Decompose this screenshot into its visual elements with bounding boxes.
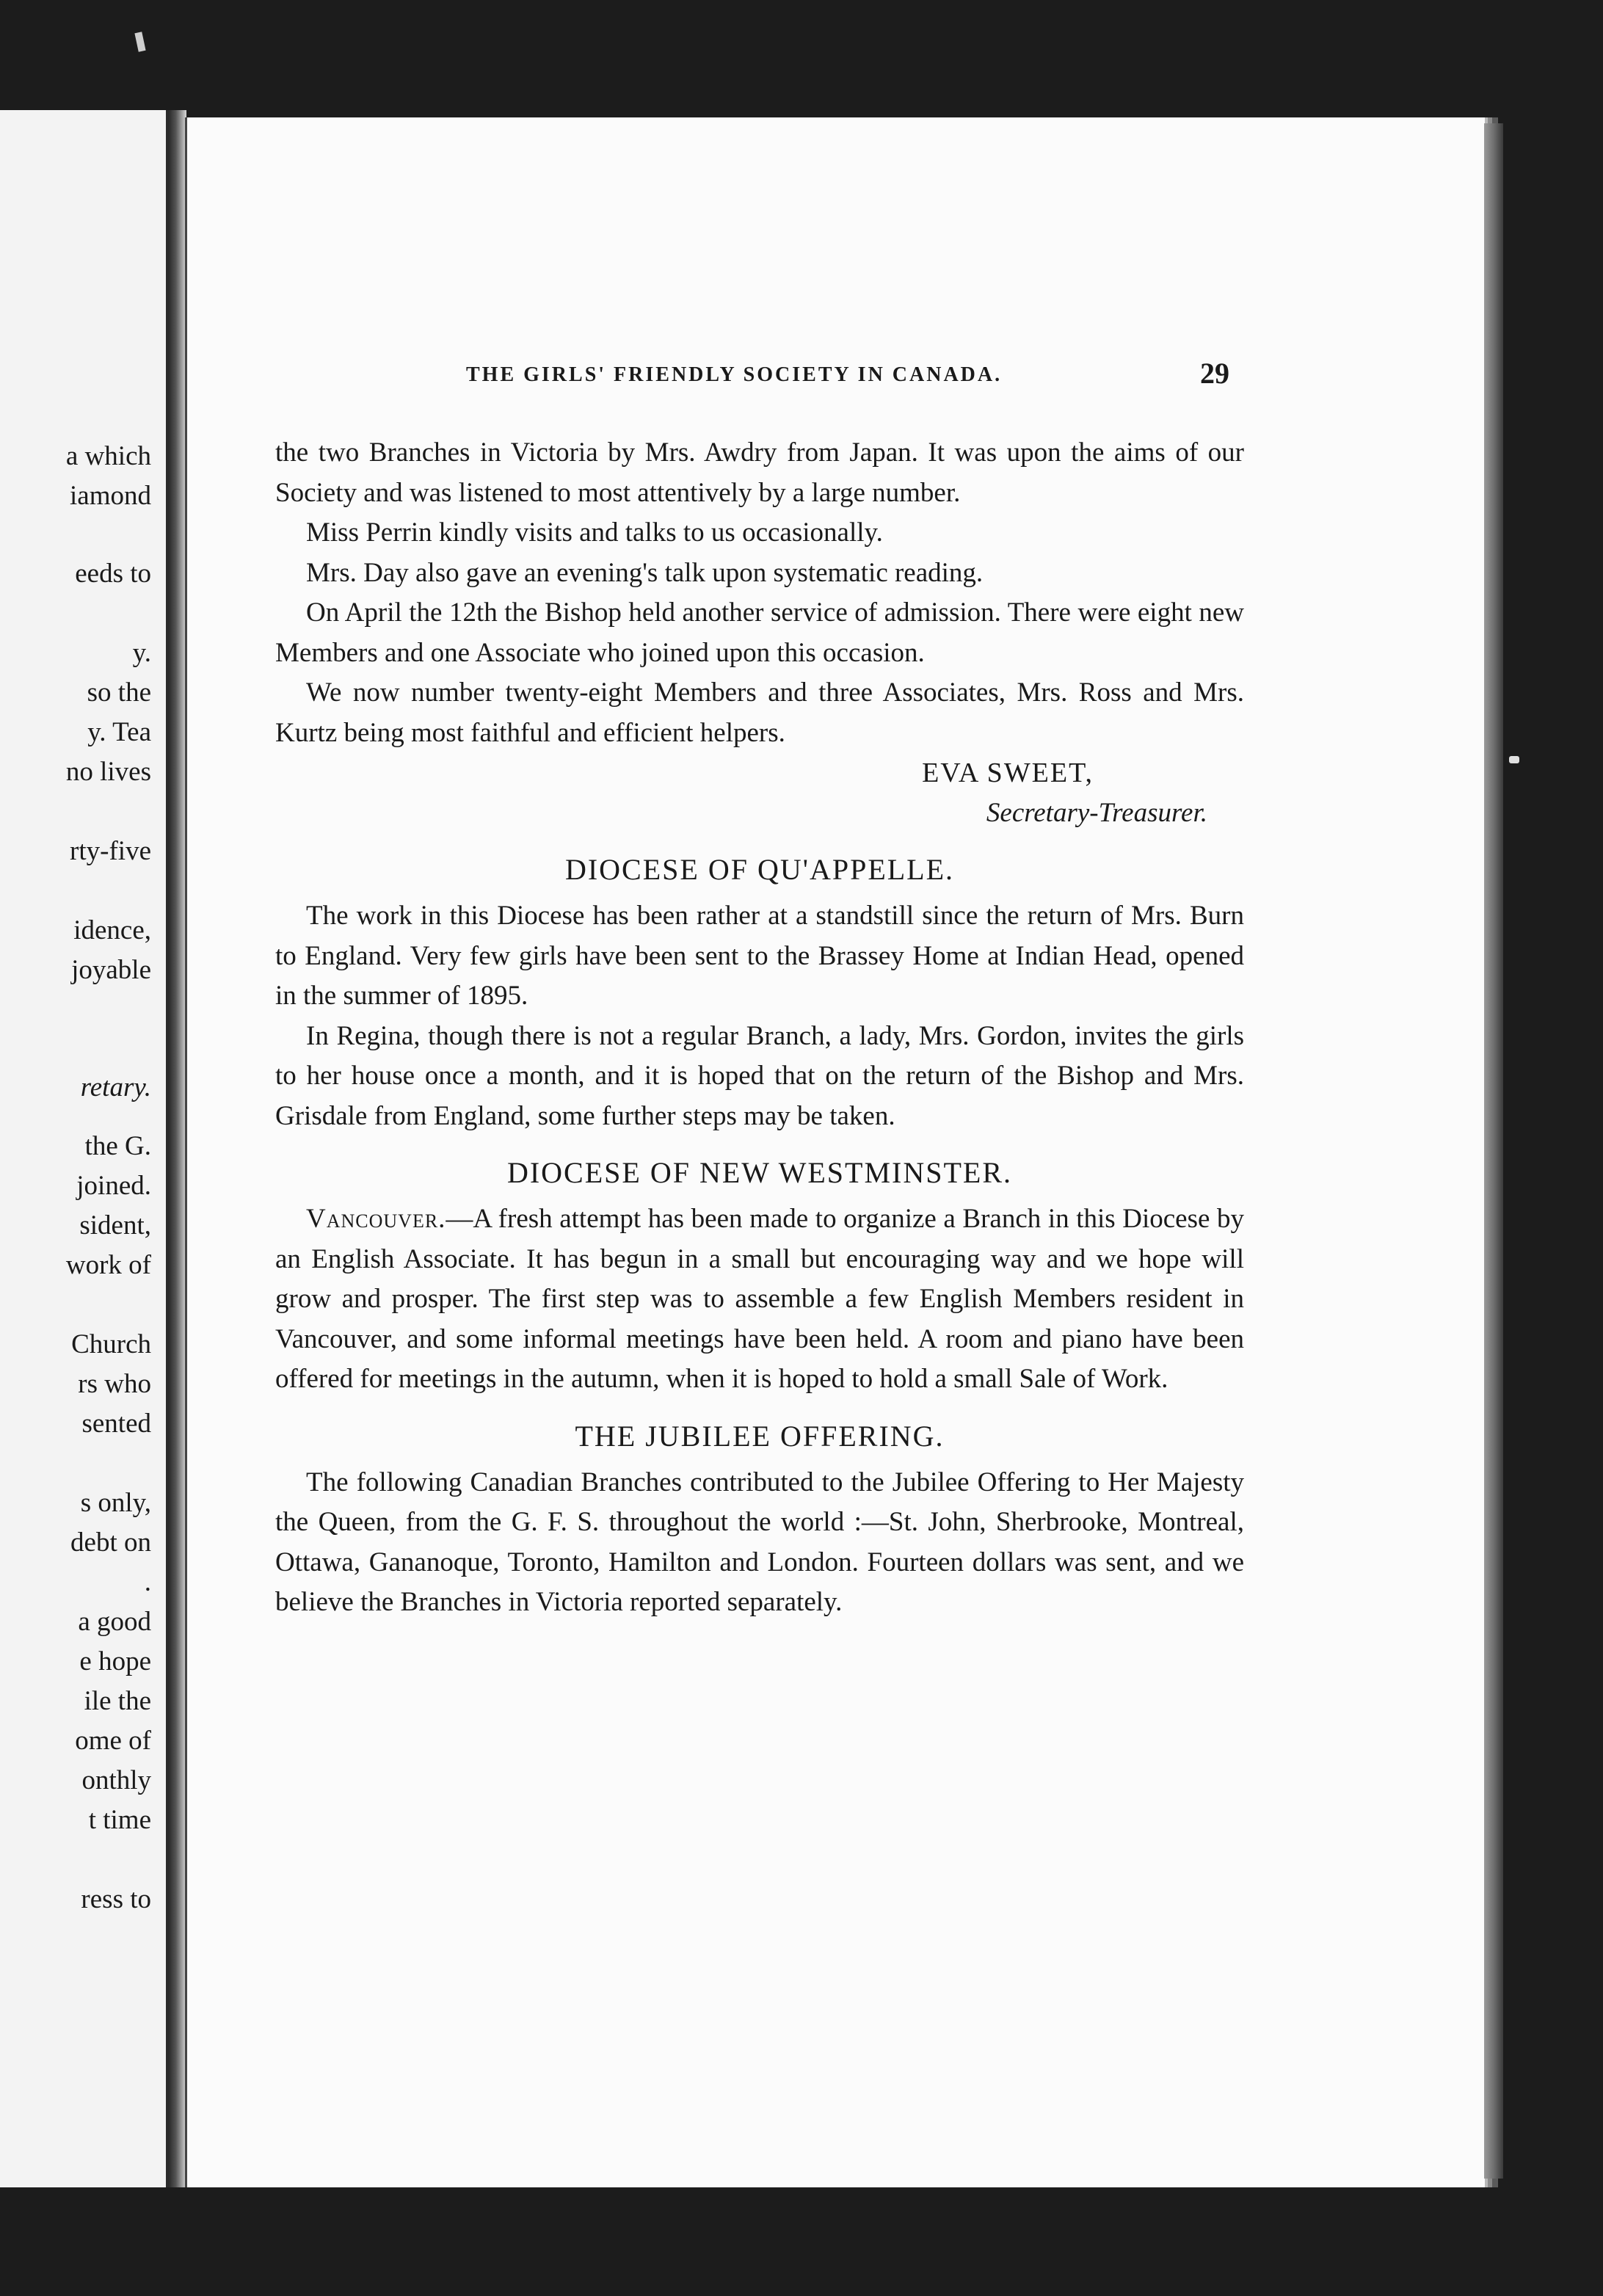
left-page-fragment: sident,	[79, 1210, 151, 1240]
paragraph: We now number twenty-eight Members and three Associates, Mrs. Ross and Mrs. Kurtz being most faithful and efficient helpers.	[275, 677, 1244, 748]
left-page-fragment: s only,	[80, 1488, 151, 1518]
page-number: 29	[1200, 357, 1229, 390]
left-page-fragment: rs who	[78, 1369, 151, 1399]
left-page-fragment: joyable	[71, 955, 151, 985]
left-page-fragment: work of	[65, 1250, 151, 1280]
scan-speck	[134, 32, 145, 52]
paragraph: In Regina, though there is not a regular Branch, a lady, Mrs. Gordon, invites the girls to her house once a month, and it is hoped that on the return of the Bishop and Mrs. Grisdale from England, some further steps may be taken.	[275, 1020, 1244, 1131]
paragraph: Miss Perrin kindly visits and talks to us occasionally.	[306, 517, 883, 548]
scan-speck-right	[1509, 756, 1519, 763]
left-page-fragment: a which	[65, 441, 151, 471]
paragraph: The work in this Diocese has been rather at a standstill since the return of Mrs. Burn to England. Very few girls have been sent to the Brassey Home at Indian Head, opened in the summer of 1895.	[275, 901, 1244, 1011]
left-page-fragment: joined.	[76, 1171, 151, 1201]
left-page-fragment: t time	[88, 1805, 151, 1835]
book-gutter	[169, 110, 186, 2187]
left-page-fragment: no lives	[65, 757, 151, 787]
section-heading: DIOCESE OF QU'APPELLE.	[564, 853, 955, 886]
left-page-fragment: the G.	[84, 1131, 151, 1161]
paragraph	[275, 1199, 1244, 1400]
left-page-fragment: y.	[132, 638, 151, 668]
signature-role: Secretary-Treasurer.	[986, 797, 1207, 828]
paragraph: On April the 12th the Bishop held another service of admission. There were eight new Members and one Associate who joined upon this occasion.	[275, 597, 1244, 668]
left-page-fragment: rty-five	[70, 836, 151, 866]
left-page-fragment: eeds to	[75, 559, 151, 589]
left-page-fragment: iamond	[70, 481, 151, 511]
left-page-fragment: debt on	[70, 1527, 151, 1558]
left-page-fragment: y. Tea	[87, 717, 151, 747]
paragraph: Mrs. Day also gave an evening's talk upon systematic reading.	[306, 557, 984, 588]
left-page-fragment: idence,	[73, 915, 151, 945]
left-page-fragment: ome of	[75, 1726, 151, 1756]
left-page-fragment: a good	[78, 1607, 151, 1637]
page-body	[275, 433, 1244, 1623]
signature-name: EVA SWEET,	[922, 758, 1094, 788]
left-page-fragment: ress to	[81, 1884, 151, 1914]
left-page-fragment: sented	[81, 1409, 151, 1439]
section-heading: DIOCESE OF NEW WESTMINSTER.	[506, 1156, 1013, 1189]
paragraph: the two Branches in Victoria by Mrs. Awdry from Japan. It was upon the aims of our Society and was listened to most attentively by a large number.	[275, 437, 1244, 508]
left-page-fragment: e hope	[79, 1646, 151, 1676]
left-page-fragment: onthly	[81, 1765, 151, 1795]
paragraph-text: —A fresh attempt has been made to organize a Branch in this Diocese by an English Associate. It has begun in a small but encouraging way and we hope will grow and prosper. The first step was to assemble a few English Members resident in Vancouver, and some informal meetings have been held. A room and piano have been offered for meetings in the autumn, when it is hoped to hold a small Sale of Work.	[275, 1204, 1244, 1394]
left-page-fragment: Church	[71, 1329, 151, 1359]
page-edge	[1484, 123, 1503, 2179]
left-page-fragment: so the	[87, 677, 151, 708]
left-page	[0, 110, 169, 2187]
section-heading: THE JUBILEE OFFERING.	[575, 1419, 945, 1453]
paragraph: The following Canadian Branches contributed to the Jubilee Offering to Her Majesty the Queen, from the G. F. S. throughout the world :—St. John, Sherbrooke, Montreal, Ottawa, Gananoque, Toronto, Hamilton and London. Fourteen dollars was sent, and we believe the Branches in Victoria reported separately.	[275, 1467, 1244, 1617]
running-head-title: THE GIRLS' FRIENDLY SOCIETY IN CANADA.	[466, 363, 1003, 386]
left-page-fragment: ile the	[84, 1686, 151, 1716]
left-page-fragment: .	[144, 1567, 151, 1597]
place-lead-in: Vancouver.	[306, 1204, 446, 1234]
running-head	[275, 357, 1229, 400]
left-page-fragment: retary.	[80, 1072, 151, 1102]
